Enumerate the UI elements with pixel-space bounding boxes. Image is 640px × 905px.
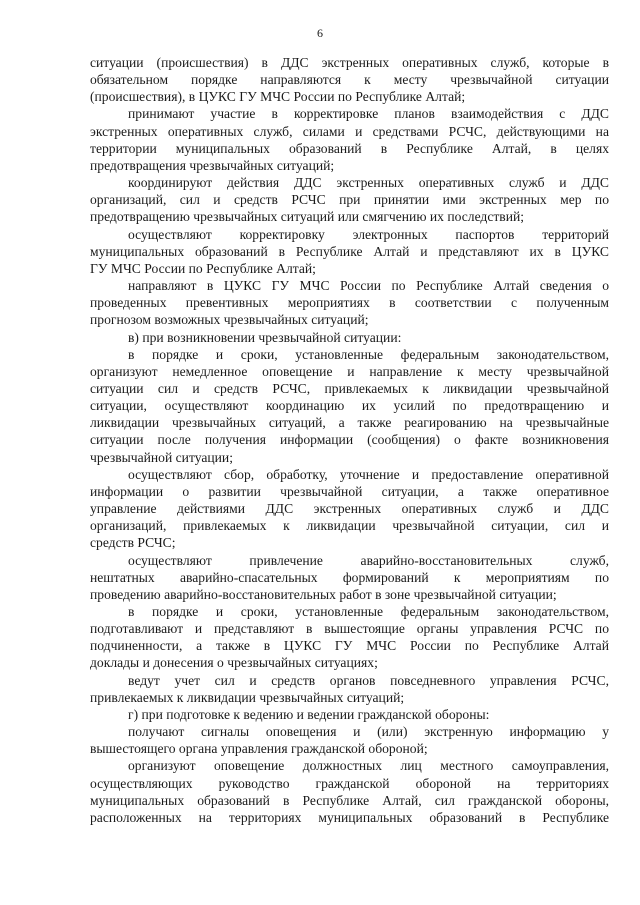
text-line: принимают участие в корректировке планов взаимодействия с ДДС (128, 106, 609, 122)
text-line: г) при подготовке к ведению и ведении гражданской обороны: (128, 706, 490, 722)
text-line: в порядке и сроки, установленные федеральным законодательством, (128, 604, 609, 619)
text-line: муниципальных образований в Республике Алтай и представляют их в ЦУКС (90, 243, 609, 259)
text-line: направляют в ЦУКС ГУ МЧС России по Республике Алтай сведения о (128, 278, 609, 294)
text-line: подчиненности, а также в ЦУКС ГУ МЧС России по Республике Алтай (90, 638, 609, 654)
text-line: вышестоящего органа управления гражданской обороной; (90, 741, 428, 757)
text-line: ситуации (происшествия) в ДДС экстренных оперативных служб, которые в (90, 55, 609, 70)
text-line: в) при возникновении чрезвычайной ситуации: (128, 329, 402, 345)
text-line: экстренных оперативных служб, силами и средствами РСЧС, действующими на (90, 123, 609, 139)
text-line: координируют действия ДДС экстренных оперативных служб и ДДС (128, 175, 609, 191)
text-line: осуществляют привлечение аварийно-восстановительных служб, (128, 552, 609, 568)
text-line: (происшествия), в ЦУКС ГУ МЧС России по Республике Алтай; (90, 89, 466, 105)
text-line: привлекаемых к ликвидации чрезвычайных ситуаций; (90, 689, 405, 705)
text-line: ГУ МЧС России по Республике Алтай; (90, 260, 316, 276)
text-line: муниципальных образований в Республике Алтай, сил гражданской обороны, (90, 792, 609, 808)
text-line: обязательном порядке направляются к месту чрезвычайной ситуации (90, 72, 609, 88)
text-line: предотвращения чрезвычайных ситуаций; (90, 157, 335, 173)
text-line: проведению аварийно-восстановительных работ в зоне чрезвычайной ситуации; (90, 586, 557, 602)
text-line: проведенных превентивных мероприятиях в соответствии с полученным (90, 295, 609, 311)
text-line: прогнозом возможных чрезвычайных ситуаций; (90, 312, 369, 328)
text-line: информации о развитии чрезвычайной ситуации, а также оперативное (90, 483, 609, 499)
text-line: управление действиями ДДС экстренных оперативных служб и ДДС (90, 501, 609, 517)
text-line: осуществляющих руководство гражданской обороной на территориях (90, 775, 609, 791)
text-line: средств РСЧС; (90, 535, 176, 551)
text-line: организуют оповещение должностных лиц местного самоуправления, (128, 758, 609, 774)
text-line: территории муниципальных образований в Республике Алтай, в целях (90, 140, 609, 156)
text-line: ситуации сил и средств РСЧС, привлекаемых к ликвидации чрезвычайной (90, 380, 609, 396)
text-line: осуществляют корректировку электронных паспортов территорий (128, 226, 609, 242)
text-line: ситуации, осуществляют координацию их усилий по предотвращению и (90, 398, 609, 414)
document-body (90, 54, 609, 826)
text-line: организуют немедленное оповещение и направление к месту чрезвычайной (90, 363, 609, 379)
text-line: доклады и донесения о чрезвычайных ситуациях; (90, 655, 378, 671)
text-line: ведут учет сил и средств органов повседневного управления РСЧС, (128, 672, 609, 688)
text-line: расположенных на территориях муниципальных образований в Республике (90, 809, 609, 825)
text-line: организаций, сил и средств РСЧС при принятии ими экстренных мер по (90, 192, 609, 208)
text-line: нештатных аварийно-спасательных формирований к мероприятиям по (90, 569, 609, 585)
text-line: ситуации после получения информации (сообщения) о факте возникновения (90, 432, 609, 448)
text-line: предотвращению чрезвычайных ситуаций или смягчению их последствий; (90, 209, 525, 225)
text-line: чрезвычайной ситуации; (90, 449, 233, 465)
text-line: ликвидации чрезвычайных ситуаций, а также реагированию на чрезвычайные (90, 415, 609, 431)
page-number: 6 (317, 26, 323, 40)
text-line: осуществляют сбор, обработку, уточнение и предоставление оперативной (128, 466, 609, 482)
text-line: получают сигналы оповещения и (или) экстренную информацию у (128, 724, 609, 740)
text-line: организаций, привлекаемых к ликвидации чрезвычайной ситуации, сил и (90, 518, 609, 534)
text-line: подготавливают и представляют в вышестоящие органы управления РСЧС по (90, 621, 609, 637)
text-line: в порядке и сроки, установленные федеральным законодательством, (128, 346, 609, 362)
